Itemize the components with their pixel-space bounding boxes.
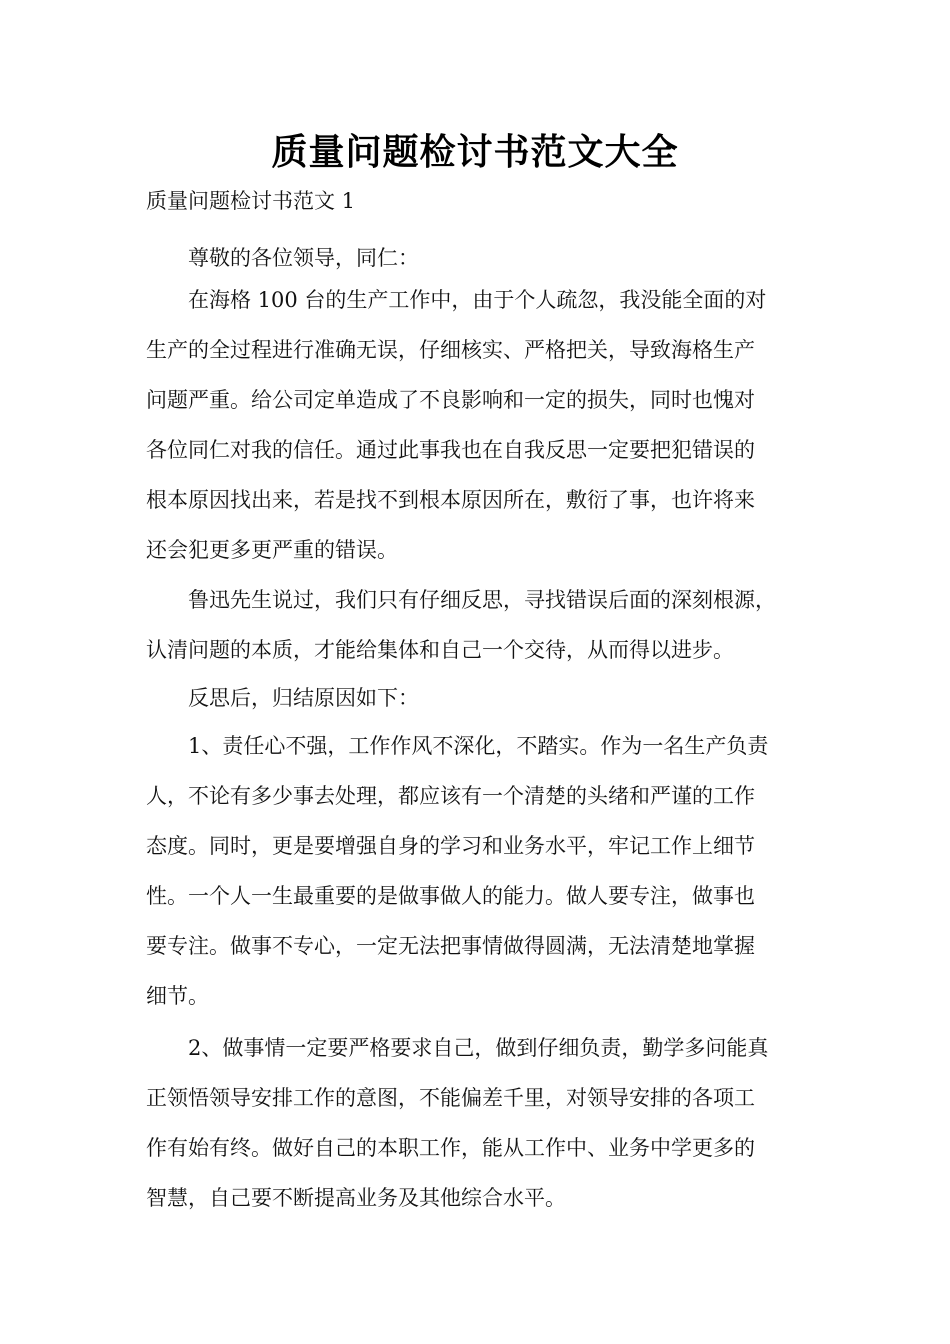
text-line: 认清问题的本质，才能给集体和自己一个交待，从而得以进步。 (146, 638, 734, 662)
document-title: 质量问题检讨书范文大全 (271, 131, 679, 173)
text-line: 作有始有终。做好自己的本职工作，能从工作中、业务中学更多的 (146, 1136, 755, 1160)
text-line: 反思后，归结原因如下： (188, 686, 419, 710)
text-line: 在海格 100 台的生产工作中，由于个人疏忽，我没能全面的对 (188, 288, 767, 312)
text-line: 1、责任心不强，工作作风不深化，不踏实。作为一名生产负责 (188, 734, 769, 758)
document-subtitle: 质量问题检讨书范文 1 (146, 189, 356, 213)
text-line: 态度。同时，更是要增强自身的学习和业务水平，牢记工作上细节 (146, 834, 755, 858)
text-line: 还会犯更多更严重的错误。 (146, 538, 398, 562)
text-line: 性。一个人一生最重要的是做事做人的能力。做人要专注，做事也 (146, 884, 755, 908)
text-line: 细节。 (146, 984, 209, 1008)
text-line: 正领悟领导安排工作的意图，不能偏差千里，对领导安排的各项工 (146, 1086, 755, 1110)
text-line: 生产的全过程进行准确无误，仔细核实、严格把关，导致海格生产 (146, 338, 755, 362)
paragraph-3 (146, 673, 826, 723)
text-line: 要专注。做事不专心，一定无法把事情做得圆满，无法清楚地掌握 (146, 934, 755, 958)
text-line: 智慧，自己要不断提高业务及其他综合水平。 (146, 1186, 566, 1210)
text-line: 问题严重。给公司定单造成了不良影响和一定的损失，同时也愧对 (146, 388, 755, 412)
paragraph-2 (146, 575, 826, 675)
paragraph-5 (146, 1023, 826, 1223)
text-line: 各位同仁对我的信任。通过此事我也在自我反思一定要把犯错误的 (146, 438, 755, 462)
text-line: 根本原因找出来，若是找不到根本原因所在，敷衍了事，也许将来 (146, 488, 755, 512)
paragraph-4 (146, 721, 826, 1021)
text-line: 鲁迅先生说过，我们只有仔细反思，寻找错误后面的深刻根源， (188, 588, 776, 612)
text-line: 尊敬的各位领导，同仁： (188, 246, 419, 270)
paragraph-1 (146, 275, 826, 575)
text-line: 2、做事情一定要严格要求自己，做到仔细负责，勤学多问能真 (188, 1036, 769, 1060)
text-line: 人，不论有多少事去处理，都应该有一个清楚的头绪和严谨的工作 (146, 784, 755, 808)
